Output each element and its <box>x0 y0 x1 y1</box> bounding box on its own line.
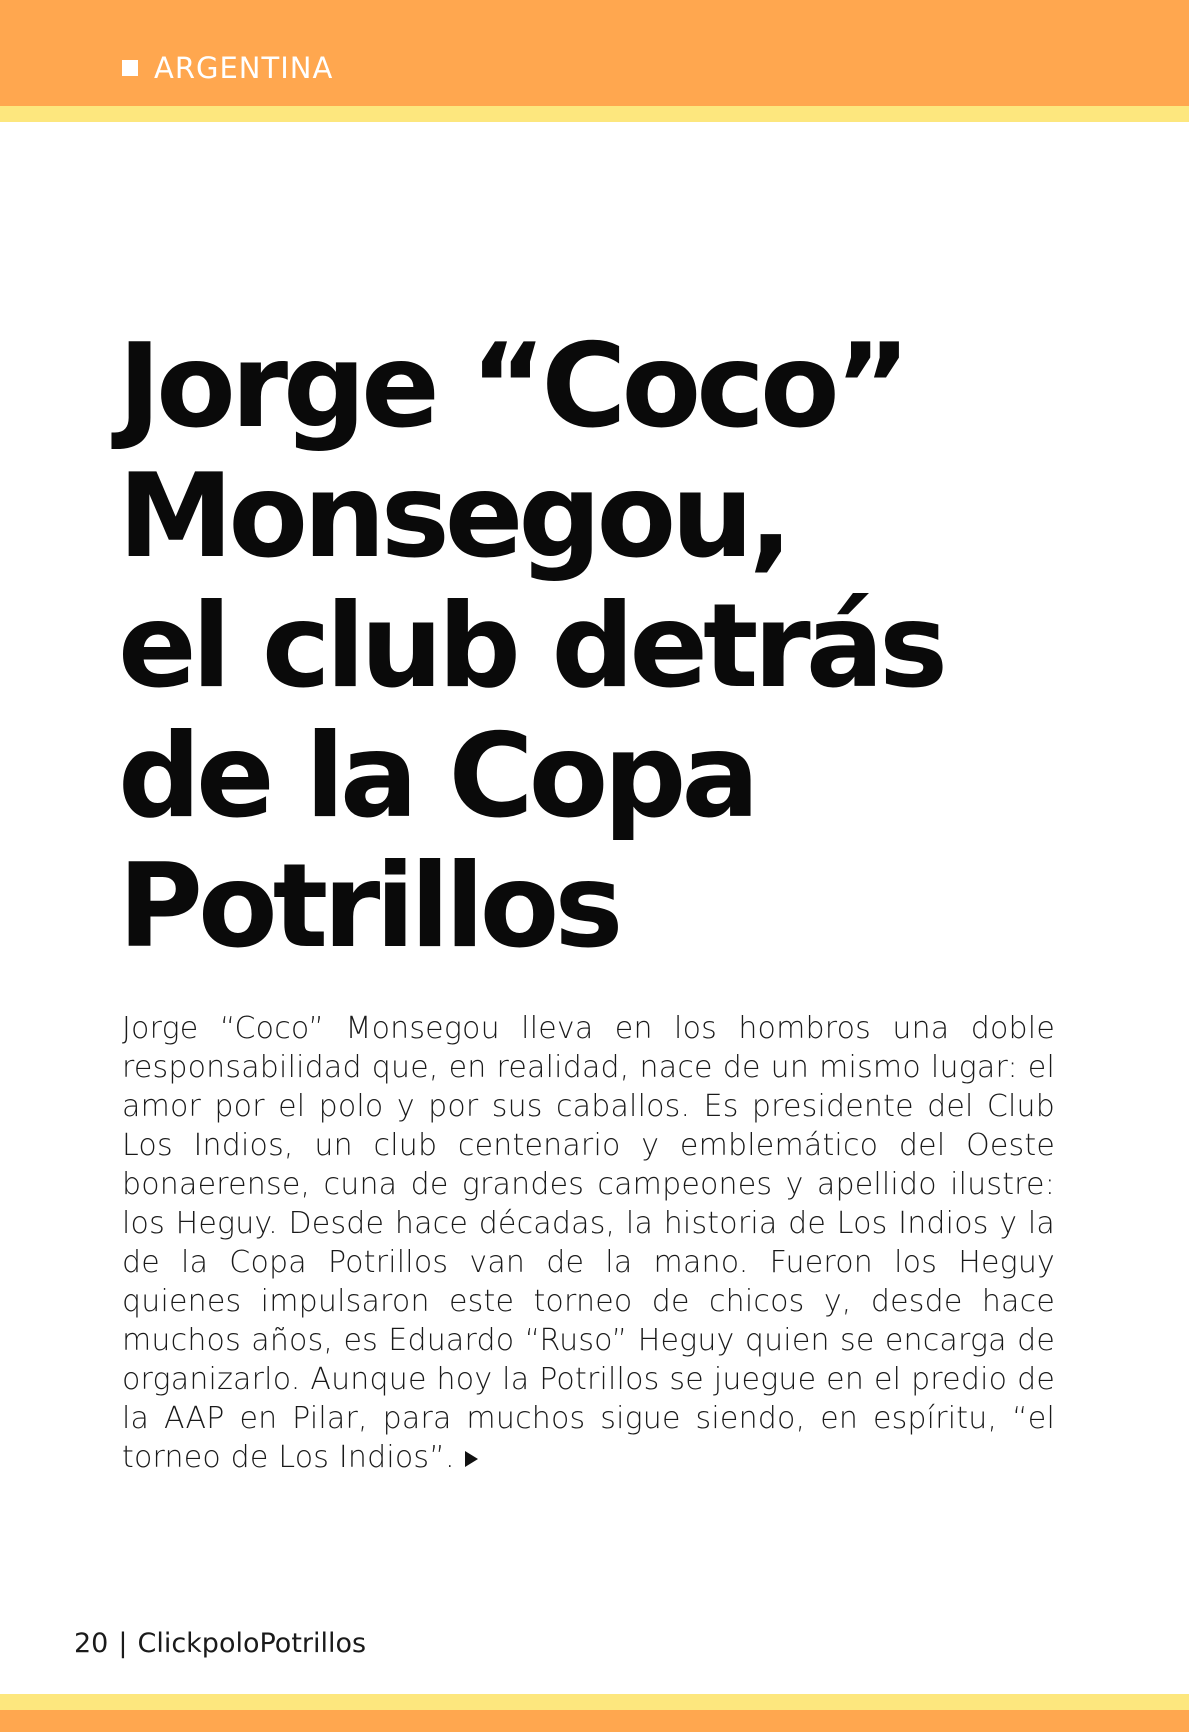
page-number: 20 <box>74 1628 109 1659</box>
article-body-text: Jorge “Coco” Monsegou lleva en los hombros una doble responsabilidad que, en realidad, nace de un mismo lugar: el amor por el polo y por sus caballos. Es presidente del Club Los Indios, un club centenario y emblemático del Oeste bonaerense, cuna de grandes campeones y apellido ilustre: los Heguy. Desde hace décadas, la historia de Los Indios y la de la Copa Potrillos van de la mano. Fueron los Heguy quienes impulsaron este torneo de chicos y, desde hace muchos años, es Eduardo “Ruso” Heguy quien se encarga de organizarlo. Aunque hoy la Potrillos se juegue en el predio de la AAP en Pilar, para muchos sigue siendo, en espíritu, “el torneo de Los Indios”. <box>122 1011 1055 1475</box>
page-footer <box>74 1628 366 1659</box>
footer-separator: | <box>118 1628 128 1659</box>
bottom-orange-band <box>0 1710 1189 1732</box>
publication-name: ClickpoloPotrillos <box>137 1628 367 1659</box>
top-yellow-stripe <box>0 106 1189 122</box>
white-square-icon <box>122 60 138 76</box>
headline-line: Monsegou, <box>118 449 788 584</box>
headline-line: Potrillos <box>118 839 619 974</box>
play-triangle-icon <box>465 1451 478 1467</box>
headline-line: de la Copa <box>118 709 755 844</box>
bottom-yellow-stripe <box>0 1694 1189 1710</box>
article-headline <box>118 319 1078 974</box>
section-label: ARGENTINA <box>154 51 334 85</box>
section-tag <box>122 48 333 88</box>
article-body <box>122 1009 1055 1477</box>
headline-line: Jorge “Coco” <box>118 319 906 454</box>
top-orange-band <box>0 0 1189 106</box>
headline-line: el club detrás <box>118 579 944 714</box>
